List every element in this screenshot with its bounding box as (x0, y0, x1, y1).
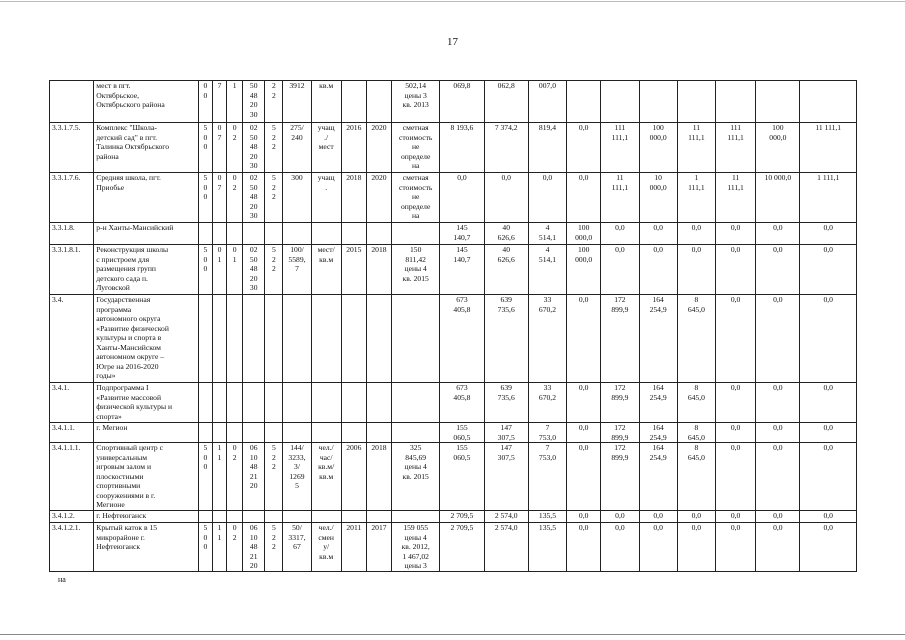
value-plan-4-cell: 0,0 (756, 245, 800, 295)
end-year-cell (366, 81, 391, 123)
value-plan-total-cell: 0,0 (601, 511, 639, 523)
code-4-cell: 02 50 48 20 30 (243, 173, 265, 223)
budget-table-wrapper (49, 80, 857, 572)
start-year-cell (341, 223, 366, 245)
value-budget-1-cell: 639 735,6 (484, 383, 528, 423)
end-year-cell: 2017 (366, 523, 391, 572)
value-budget-3-cell: 0,0 (567, 173, 601, 223)
unit-cell: чел./ смен у/ кв.м (311, 523, 341, 572)
value-total-cell: 069,8 (440, 81, 484, 123)
code-5-cell: 5 2 2 (265, 443, 283, 511)
value-plan-3-cell: 0,0 (715, 523, 755, 572)
value-budget-3-cell: 0,0 (567, 443, 601, 511)
row-number-cell: 3.4.1.1.1. (50, 443, 94, 511)
table-row (50, 511, 857, 523)
code-5-cell: 2 2 (265, 81, 283, 123)
code-1-cell (198, 423, 212, 443)
estimated-cost-cell (392, 295, 440, 383)
table-row (50, 173, 857, 223)
start-year-cell: 2018 (341, 173, 366, 223)
code-3-cell (227, 423, 243, 443)
value-total-cell: 673 405,8 (440, 383, 484, 423)
value-plan-2-cell: 8 645,0 (677, 295, 715, 383)
estimated-cost-cell: 325 845,69 цены 4 кв. 2015 (392, 443, 440, 511)
value-plan-2-cell: 1 111,1 (677, 173, 715, 223)
value-budget-2-cell: 7 753,0 (528, 423, 566, 443)
start-year-cell: 2006 (341, 443, 366, 511)
value-plan-5-cell: 0,0 (800, 523, 857, 572)
value-plan-2-cell (677, 81, 715, 123)
code-2-cell: 0 7 (212, 123, 226, 173)
value-plan-3-cell: 0,0 (715, 245, 755, 295)
unit-cell (311, 511, 341, 523)
value-budget-1-cell: 639 735,6 (484, 295, 528, 383)
unit-cell (311, 223, 341, 245)
value-budget-3-cell: 0,0 (567, 523, 601, 572)
value-plan-1-cell: 164 254,9 (639, 383, 677, 423)
value-budget-3-cell: 0,0 (567, 511, 601, 523)
code-1-cell (198, 511, 212, 523)
value-plan-total-cell: 0,0 (601, 245, 639, 295)
end-year-cell (366, 383, 391, 423)
code-5-cell: 5 2 2 (265, 123, 283, 173)
capacity-cell (283, 383, 311, 423)
start-year-cell (341, 383, 366, 423)
value-plan-3-cell (715, 81, 755, 123)
capacity-cell: 144/ 3233, 3/ 1269 5 (283, 443, 311, 511)
estimated-cost-cell: 159 055 цены 4 кв. 2012, 1 467,02 цены 3 (392, 523, 440, 572)
row-number-cell: 3.3.1.8.1. (50, 245, 94, 295)
unit-cell: кв.м (311, 81, 341, 123)
row-number-cell: 3.4.1. (50, 383, 94, 423)
budget-table (49, 80, 857, 572)
value-budget-2-cell: 0,0 (528, 173, 566, 223)
object-name-cell: Государственная программа автономного округа «Развитие физической культуры и спорта в Ханты-Мансийском автономном округе – Югре на 2016-2020 годы» (94, 295, 199, 383)
start-year-cell: 2011 (341, 523, 366, 572)
object-name-cell: р-н Ханты-Мансийский (94, 223, 199, 245)
code-2-cell: 7 (212, 81, 226, 123)
value-total-cell: 155 060,5 (440, 443, 484, 511)
unit-cell: мест/ кв.м (311, 245, 341, 295)
value-total-cell: 0,0 (440, 173, 484, 223)
value-budget-2-cell: 007,0 (528, 81, 566, 123)
value-budget-3-cell: 0,0 (567, 383, 601, 423)
value-total-cell: 8 193,6 (440, 123, 484, 173)
object-name-cell: Реконструкция школы с пристроем для размещения групп детского сада п. Луговской (94, 245, 199, 295)
value-budget-3-cell: 0,0 (567, 123, 601, 173)
estimated-cost-cell (392, 511, 440, 523)
table-row (50, 245, 857, 295)
estimated-cost-cell (392, 423, 440, 443)
row-number-cell: 3.3.1.8. (50, 223, 94, 245)
value-plan-1-cell (639, 81, 677, 123)
value-plan-2-cell: 0,0 (677, 223, 715, 245)
code-1-cell: 0 0 (198, 81, 212, 123)
code-4-cell: 02 50 48 20 30 (243, 245, 265, 295)
value-plan-3-cell: 111 111,1 (715, 123, 755, 173)
capacity-cell: 275/ 240 (283, 123, 311, 173)
value-plan-3-cell: 11 111,1 (715, 173, 755, 223)
code-4-cell (243, 223, 265, 245)
value-plan-total-cell (601, 81, 639, 123)
code-3-cell: 0 2 (227, 173, 243, 223)
code-2-cell (212, 223, 226, 245)
row-number-cell (50, 81, 94, 123)
table-row (50, 383, 857, 423)
value-total-cell: 155 060,5 (440, 423, 484, 443)
unit-cell (311, 295, 341, 383)
start-year-cell (341, 81, 366, 123)
estimated-cost-cell: сметная стоимость не определе на (392, 173, 440, 223)
code-4-cell (243, 383, 265, 423)
value-budget-1-cell: 40 626,6 (484, 245, 528, 295)
value-plan-5-cell: 1 111,1 (800, 173, 857, 223)
table-row (50, 223, 857, 245)
value-budget-1-cell: 062,8 (484, 81, 528, 123)
capacity-cell: 50/ 3317, 67 (283, 523, 311, 572)
end-year-cell: 2018 (366, 245, 391, 295)
value-plan-4-cell: 0,0 (756, 523, 800, 572)
code-4-cell (243, 295, 265, 383)
row-number-cell: 3.3.1.7.5. (50, 123, 94, 173)
code-2-cell: 1 1 (212, 523, 226, 572)
value-plan-3-cell: 0,0 (715, 443, 755, 511)
value-budget-2-cell: 7 753,0 (528, 443, 566, 511)
value-budget-2-cell: 135,5 (528, 511, 566, 523)
object-name-cell: Комплекс "Школа- детский сад" в пгт. Талинка Октябрьского района (94, 123, 199, 173)
value-plan-1-cell: 0,0 (639, 523, 677, 572)
value-plan-4-cell: 0,0 (756, 223, 800, 245)
code-1-cell: 5 0 0 (198, 523, 212, 572)
object-name-cell: Спортивный центр с универсальным игровым залом и плоскостными спортивными сооружениями в г. Мегионе (94, 443, 199, 511)
value-budget-3-cell (567, 81, 601, 123)
row-number-cell: 3.3.1.7.6. (50, 173, 94, 223)
code-5-cell (265, 295, 283, 383)
object-name-cell: г. Нефтеюганск (94, 511, 199, 523)
start-year-cell: 2016 (341, 123, 366, 173)
value-plan-2-cell: 8 645,0 (677, 383, 715, 423)
table-row (50, 443, 857, 511)
start-year-cell (341, 295, 366, 383)
value-budget-1-cell: 0,0 (484, 173, 528, 223)
code-4-cell (243, 423, 265, 443)
code-2-cell (212, 383, 226, 423)
unit-cell (311, 383, 341, 423)
value-total-cell: 673 405,8 (440, 295, 484, 383)
value-plan-1-cell: 164 254,9 (639, 295, 677, 383)
code-2-cell (212, 295, 226, 383)
row-number-cell: 3.4. (50, 295, 94, 383)
value-plan-total-cell: 11 111,1 (601, 173, 639, 223)
code-2-cell: 0 1 (212, 245, 226, 295)
code-1-cell (198, 295, 212, 383)
unit-cell: учащ . (311, 173, 341, 223)
code-2-cell: 1 1 (212, 443, 226, 511)
value-plan-1-cell: 164 254,9 (639, 423, 677, 443)
value-plan-5-cell (800, 81, 857, 123)
table-row (50, 81, 857, 123)
value-budget-1-cell: 147 307,5 (484, 423, 528, 443)
code-4-cell: 02 50 48 20 30 (243, 123, 265, 173)
capacity-cell (283, 223, 311, 245)
object-name-cell: Средняя школа, пгт. Приобье (94, 173, 199, 223)
end-year-cell: 2018 (366, 443, 391, 511)
value-plan-4-cell: 0,0 (756, 423, 800, 443)
value-plan-5-cell: 0,0 (800, 423, 857, 443)
value-plan-5-cell: 0,0 (800, 223, 857, 245)
unit-cell: учащ ./ мест (311, 123, 341, 173)
code-2-cell (212, 511, 226, 523)
object-name-cell: Подпрограмма I «Развитие массовой физической культуры и спорта» (94, 383, 199, 423)
unit-cell (311, 423, 341, 443)
code-1-cell (198, 223, 212, 245)
value-plan-2-cell: 0,0 (677, 523, 715, 572)
value-total-cell: 145 140,7 (440, 223, 484, 245)
code-1-cell: 5 0 0 (198, 123, 212, 173)
code-5-cell (265, 423, 283, 443)
value-plan-5-cell: 0,0 (800, 245, 857, 295)
value-budget-1-cell: 7 374,2 (484, 123, 528, 173)
capacity-cell (283, 423, 311, 443)
value-plan-5-cell: 11 111,1 (800, 123, 857, 173)
value-plan-total-cell: 172 899,9 (601, 443, 639, 511)
code-3-cell: 0 2 (227, 123, 243, 173)
unit-cell: чел./ час/ кв.м/ кв.м (311, 443, 341, 511)
value-budget-3-cell: 100 000,0 (567, 223, 601, 245)
code-5-cell: 5 2 2 (265, 523, 283, 572)
value-plan-5-cell: 0,0 (800, 295, 857, 383)
value-budget-1-cell: 40 626,6 (484, 223, 528, 245)
table-row (50, 123, 857, 173)
code-3-cell: 1 (227, 81, 243, 123)
end-year-cell (366, 295, 391, 383)
code-4-cell: 06 10 48 21 20 (243, 523, 265, 572)
value-plan-3-cell: 0,0 (715, 223, 755, 245)
code-4-cell: 50 48 20 30 (243, 81, 265, 123)
end-year-cell: 2020 (366, 123, 391, 173)
row-number-cell: 3.4.1.2. (50, 511, 94, 523)
code-1-cell: 5 0 0 (198, 173, 212, 223)
value-plan-5-cell: 0,0 (800, 511, 857, 523)
value-budget-1-cell: 2 574,0 (484, 523, 528, 572)
code-3-cell (227, 295, 243, 383)
code-2-cell (212, 423, 226, 443)
code-3-cell: 0 1 (227, 245, 243, 295)
row-number-cell: 3.4.1.1. (50, 423, 94, 443)
value-plan-4-cell: 0,0 (756, 295, 800, 383)
value-plan-1-cell: 0,0 (639, 245, 677, 295)
code-3-cell (227, 383, 243, 423)
value-plan-4-cell (756, 81, 800, 123)
object-name-cell: Крытый каток в 15 микрорайоне г. Нефтеюганск (94, 523, 199, 572)
code-1-cell (198, 383, 212, 423)
scan-edge-top (0, 1, 905, 2)
value-plan-total-cell: 0,0 (601, 523, 639, 572)
value-budget-2-cell: 33 670,2 (528, 295, 566, 383)
value-plan-1-cell: 0,0 (639, 511, 677, 523)
table-row (50, 523, 857, 572)
value-budget-3-cell: 100 000,0 (567, 245, 601, 295)
code-3-cell (227, 223, 243, 245)
capacity-cell: 3912 (283, 81, 311, 123)
value-plan-3-cell: 0,0 (715, 423, 755, 443)
value-total-cell: 145 140,7 (440, 245, 484, 295)
code-2-cell: 0 7 (212, 173, 226, 223)
object-name-cell: мест в пгт. Октябрьское, Октябрьского района (94, 81, 199, 123)
value-plan-total-cell: 111 111,1 (601, 123, 639, 173)
code-4-cell (243, 511, 265, 523)
value-plan-total-cell: 172 899,9 (601, 295, 639, 383)
table-row (50, 295, 857, 383)
value-budget-2-cell: 33 670,2 (528, 383, 566, 423)
code-4-cell: 06 10 48 21 20 (243, 443, 265, 511)
value-plan-3-cell: 0,0 (715, 511, 755, 523)
value-plan-3-cell: 0,0 (715, 295, 755, 383)
start-year-cell (341, 423, 366, 443)
capacity-cell: 300 (283, 173, 311, 223)
value-plan-4-cell: 10 000,0 (756, 173, 800, 223)
code-3-cell: 0 2 (227, 443, 243, 511)
value-budget-3-cell: 0,0 (567, 423, 601, 443)
value-plan-5-cell: 0,0 (800, 443, 857, 511)
page-number: 17 (447, 36, 458, 48)
scan-edge-bottom (0, 634, 905, 635)
value-budget-2-cell: 135,5 (528, 523, 566, 572)
value-plan-3-cell: 0,0 (715, 383, 755, 423)
code-1-cell: 5 0 0 (198, 245, 212, 295)
value-total-cell: 2 709,5 (440, 511, 484, 523)
value-plan-total-cell: 172 899,9 (601, 383, 639, 423)
value-plan-4-cell: 0,0 (756, 443, 800, 511)
value-plan-2-cell: 0,0 (677, 245, 715, 295)
end-year-cell: 2020 (366, 173, 391, 223)
estimated-cost-cell: 502,14 цены 3 кв. 2013 (392, 81, 440, 123)
value-budget-2-cell: 819,4 (528, 123, 566, 173)
value-plan-2-cell: 8 645,0 (677, 423, 715, 443)
code-3-cell: 0 2 (227, 523, 243, 572)
estimated-cost-cell (392, 223, 440, 245)
estimated-cost-cell: сметная стоимость не определе на (392, 123, 440, 173)
code-5-cell (265, 511, 283, 523)
value-budget-1-cell: 147 307,5 (484, 443, 528, 511)
value-plan-2-cell: 0,0 (677, 511, 715, 523)
end-year-cell (366, 223, 391, 245)
row-number-cell: 3.4.1.2.1. (50, 523, 94, 572)
value-plan-1-cell: 0,0 (639, 223, 677, 245)
value-budget-1-cell: 2 574,0 (484, 511, 528, 523)
code-3-cell (227, 511, 243, 523)
capacity-cell (283, 295, 311, 383)
code-5-cell (265, 383, 283, 423)
estimated-cost-cell: 150 811,42 цены 4 кв. 2015 (392, 245, 440, 295)
code-1-cell: 5 0 0 (198, 443, 212, 511)
value-total-cell: 2 709,5 (440, 523, 484, 572)
capacity-cell (283, 511, 311, 523)
code-5-cell: 5 2 2 (265, 173, 283, 223)
value-plan-2-cell: 8 645,0 (677, 443, 715, 511)
value-plan-1-cell: 100 000,0 (639, 123, 677, 173)
value-budget-2-cell: 4 514,1 (528, 223, 566, 245)
value-plan-2-cell: 11 111,1 (677, 123, 715, 173)
estimated-cost-cell (392, 383, 440, 423)
footer-text: на (58, 575, 66, 584)
value-plan-4-cell: 100 000,0 (756, 123, 800, 173)
start-year-cell (341, 511, 366, 523)
end-year-cell (366, 511, 391, 523)
code-5-cell: 5 2 2 (265, 245, 283, 295)
table-row (50, 423, 857, 443)
value-plan-1-cell: 10 000,0 (639, 173, 677, 223)
value-plan-4-cell: 0,0 (756, 383, 800, 423)
value-plan-1-cell: 164 254,9 (639, 443, 677, 511)
value-budget-2-cell: 4 514,1 (528, 245, 566, 295)
value-plan-total-cell: 0,0 (601, 223, 639, 245)
object-name-cell: г. Мегион (94, 423, 199, 443)
value-plan-5-cell: 0,0 (800, 383, 857, 423)
value-plan-4-cell: 0,0 (756, 511, 800, 523)
start-year-cell: 2015 (341, 245, 366, 295)
value-budget-3-cell: 0,0 (567, 295, 601, 383)
capacity-cell: 100/ 5589, 7 (283, 245, 311, 295)
code-5-cell (265, 223, 283, 245)
value-plan-total-cell: 172 899,9 (601, 423, 639, 443)
end-year-cell (366, 423, 391, 443)
